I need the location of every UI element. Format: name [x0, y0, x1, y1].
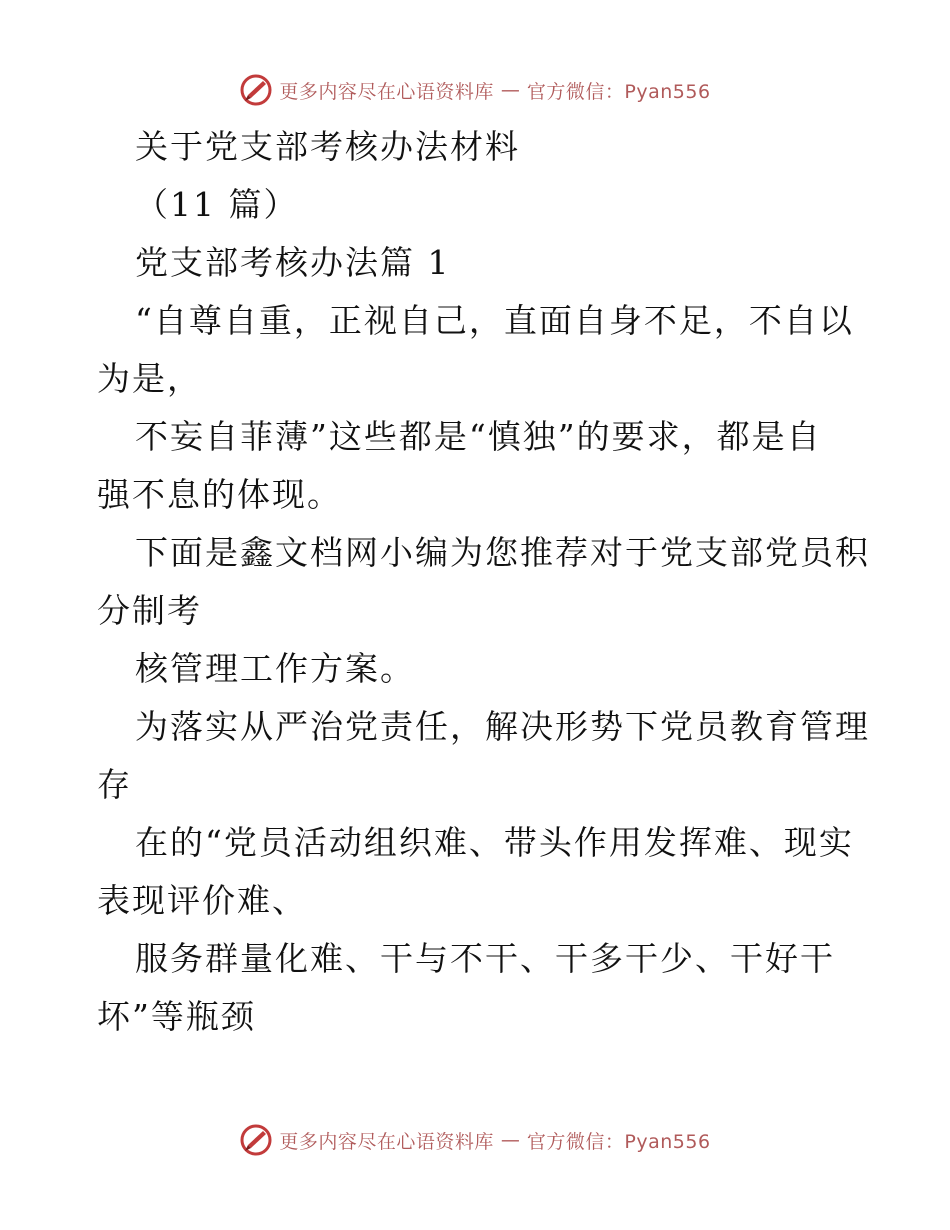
- logo-icon: [239, 1123, 273, 1157]
- body-line: 为落实从严治党责任，解决形势下党员教育管理: [135, 707, 870, 746]
- body-line: 分制考: [97, 591, 202, 630]
- watermark-separator: —: [500, 79, 520, 101]
- watermark-text: 更多内容尽在心语资料库: [279, 80, 494, 103]
- body-line: 核管理工作方案。: [135, 649, 415, 688]
- body-line: 存: [97, 765, 132, 804]
- footer-watermark: [0, 1120, 950, 1160]
- body-line: 表现评价难、: [97, 881, 307, 920]
- body-line: 下面是鑫文档网小编为您推荐对于党支部党员积: [135, 533, 870, 572]
- section-heading: 党支部考核办法篇 1: [135, 243, 451, 282]
- body-line: 不妄自菲薄”这些都是“慎独”的要求，都是自: [135, 417, 822, 456]
- document-subtitle: （11 篇）: [135, 185, 299, 224]
- watermark-contact: 官方微信：Pyan556: [526, 1130, 711, 1153]
- logo-icon: [239, 73, 273, 107]
- body-line: 服务群量化难、干与不干、干多干少、干好干: [135, 939, 835, 978]
- header-watermark: [0, 70, 950, 110]
- document-title: 关于党支部考核办法材料: [135, 127, 520, 166]
- watermark-text: 更多内容尽在心语资料库: [279, 1130, 494, 1153]
- document-body: [97, 118, 870, 1046]
- watermark-separator: —: [500, 1129, 520, 1151]
- body-line: 在的“党员活动组织难、带头作用发挥难、现实: [135, 823, 854, 862]
- watermark-contact: 官方微信：Pyan556: [526, 80, 711, 103]
- body-line: 为是，: [97, 359, 202, 398]
- body-line: “自尊自重，正视自己，直面自身不足，不自以: [135, 301, 854, 340]
- body-line: 强不息的体现。: [97, 475, 342, 514]
- body-line: 坏”等瓶颈: [97, 997, 256, 1036]
